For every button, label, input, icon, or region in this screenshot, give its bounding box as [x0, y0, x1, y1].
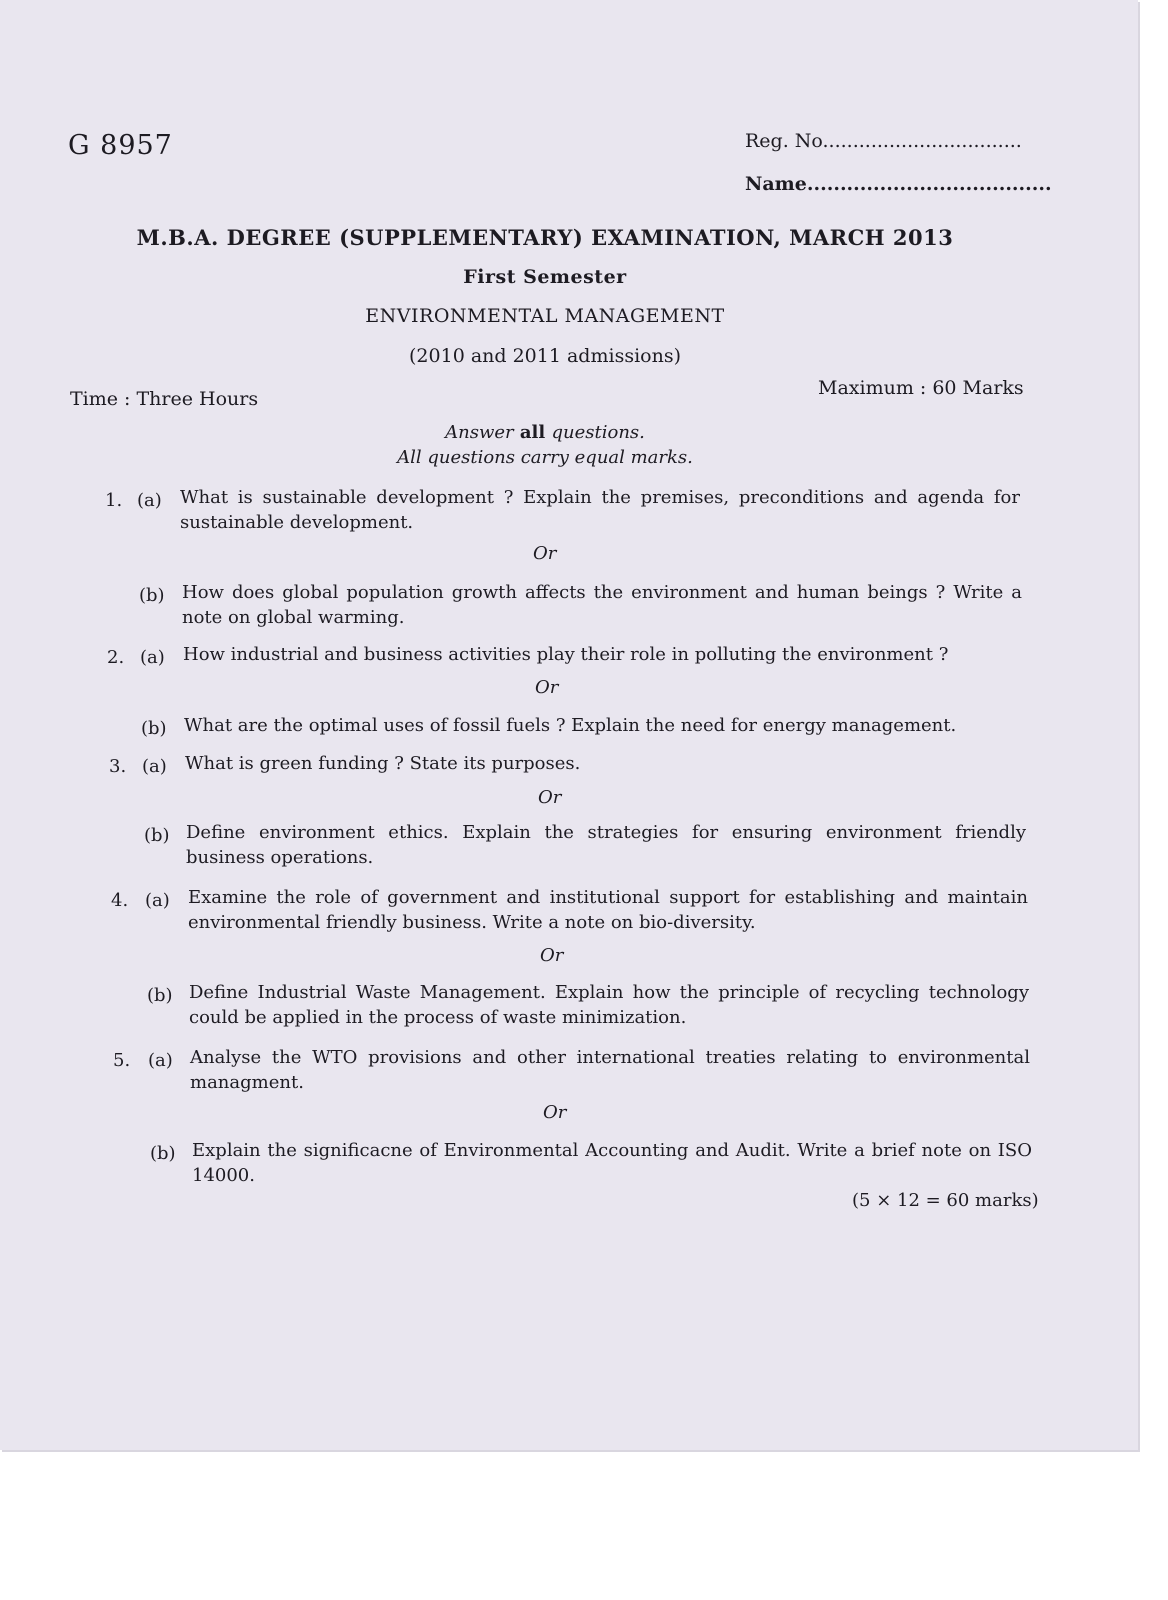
question-1b-text: How does global population growth affects the environment and human beings ? Write a note on global warming.: [182, 582, 1022, 628]
question-number: 3.: [109, 756, 127, 777]
question-label-a: (a): [145, 890, 170, 911]
question-2a-text: How industrial and business activities play their role in polluting the environment ?: [183, 644, 949, 665]
exam-title: M.B.A. DEGREE (SUPPLEMENTARY) EXAMINATION, MARCH 2013: [136, 225, 954, 250]
question-1a-text: What is sustainable development ? Explain the premises, preconditions and agenda for sustainable development.: [180, 487, 1020, 533]
question-4b-text: Define Industrial Waste Management. Explain how the principle of recycling technology could be applied in the process of waste minimization.: [189, 982, 1029, 1028]
question-2b-text: What are the optimal uses of fossil fuels ? Explain the need for energy management.: [184, 715, 957, 736]
instruction-all: all: [513, 422, 552, 443]
question-3a-text: What is green funding ? State its purposes.: [185, 753, 581, 774]
semester: First Semester: [463, 266, 627, 288]
question-3b-text: Define environment ethics. Explain the strategies for ensuring environment friendly business operations.: [186, 822, 1026, 868]
question-5b-text: Explain the significacne of Environmental Accounting and Audit. Write a brief note on ISO 14000.: [192, 1140, 1032, 1186]
total-marks: (5 × 12 = 60 marks): [852, 1190, 1039, 1211]
paper-code: G 8957: [68, 130, 173, 161]
subject-title: ENVIRONMENTAL MANAGEMENT: [365, 305, 725, 327]
question-label-a: (a): [140, 647, 165, 668]
time-allowed: Time : Three Hours: [70, 388, 259, 410]
instruction-answer: Answer: [445, 422, 514, 443]
question-label-b: (b): [150, 1143, 176, 1164]
question-label-a: (a): [137, 490, 162, 511]
instruction-line-2: All questions carry equal marks.: [397, 447, 693, 468]
question-5a-text: Analyse the WTO provisions and other international treaties relating to environmental managment.: [190, 1047, 1030, 1093]
question-4a-text: Examine the role of government and institutional support for establishing and maintain environmental friendly business. Write a note on bio-diversity.: [188, 887, 1028, 933]
question-label-b: (b): [147, 985, 173, 1006]
or-separator: Or: [538, 787, 562, 808]
instruction-questions: questions.: [551, 422, 645, 443]
question-number: 4.: [111, 890, 129, 911]
or-separator: Or: [543, 1102, 567, 1123]
question-label-a: (a): [148, 1050, 173, 1071]
question-number: 5.: [113, 1050, 131, 1071]
instruction-line-1: [0, 422, 1090, 443]
question-label-b: (b): [139, 585, 165, 606]
name-field: Name.....................................: [745, 173, 1052, 195]
or-separator: Or: [540, 945, 564, 966]
question-label-b: (b): [144, 825, 170, 846]
maximum-marks: Maximum : 60 Marks: [818, 377, 1024, 399]
question-number: 2.: [107, 647, 125, 668]
admissions: (2010 and 2011 admissions): [409, 345, 681, 367]
question-label-a: (a): [142, 756, 167, 777]
or-separator: Or: [533, 543, 557, 564]
question-label-b: (b): [141, 718, 167, 739]
reg-no-field: Reg. No.................................: [745, 130, 1022, 152]
question-number: 1.: [105, 490, 123, 511]
or-separator: Or: [535, 677, 559, 698]
